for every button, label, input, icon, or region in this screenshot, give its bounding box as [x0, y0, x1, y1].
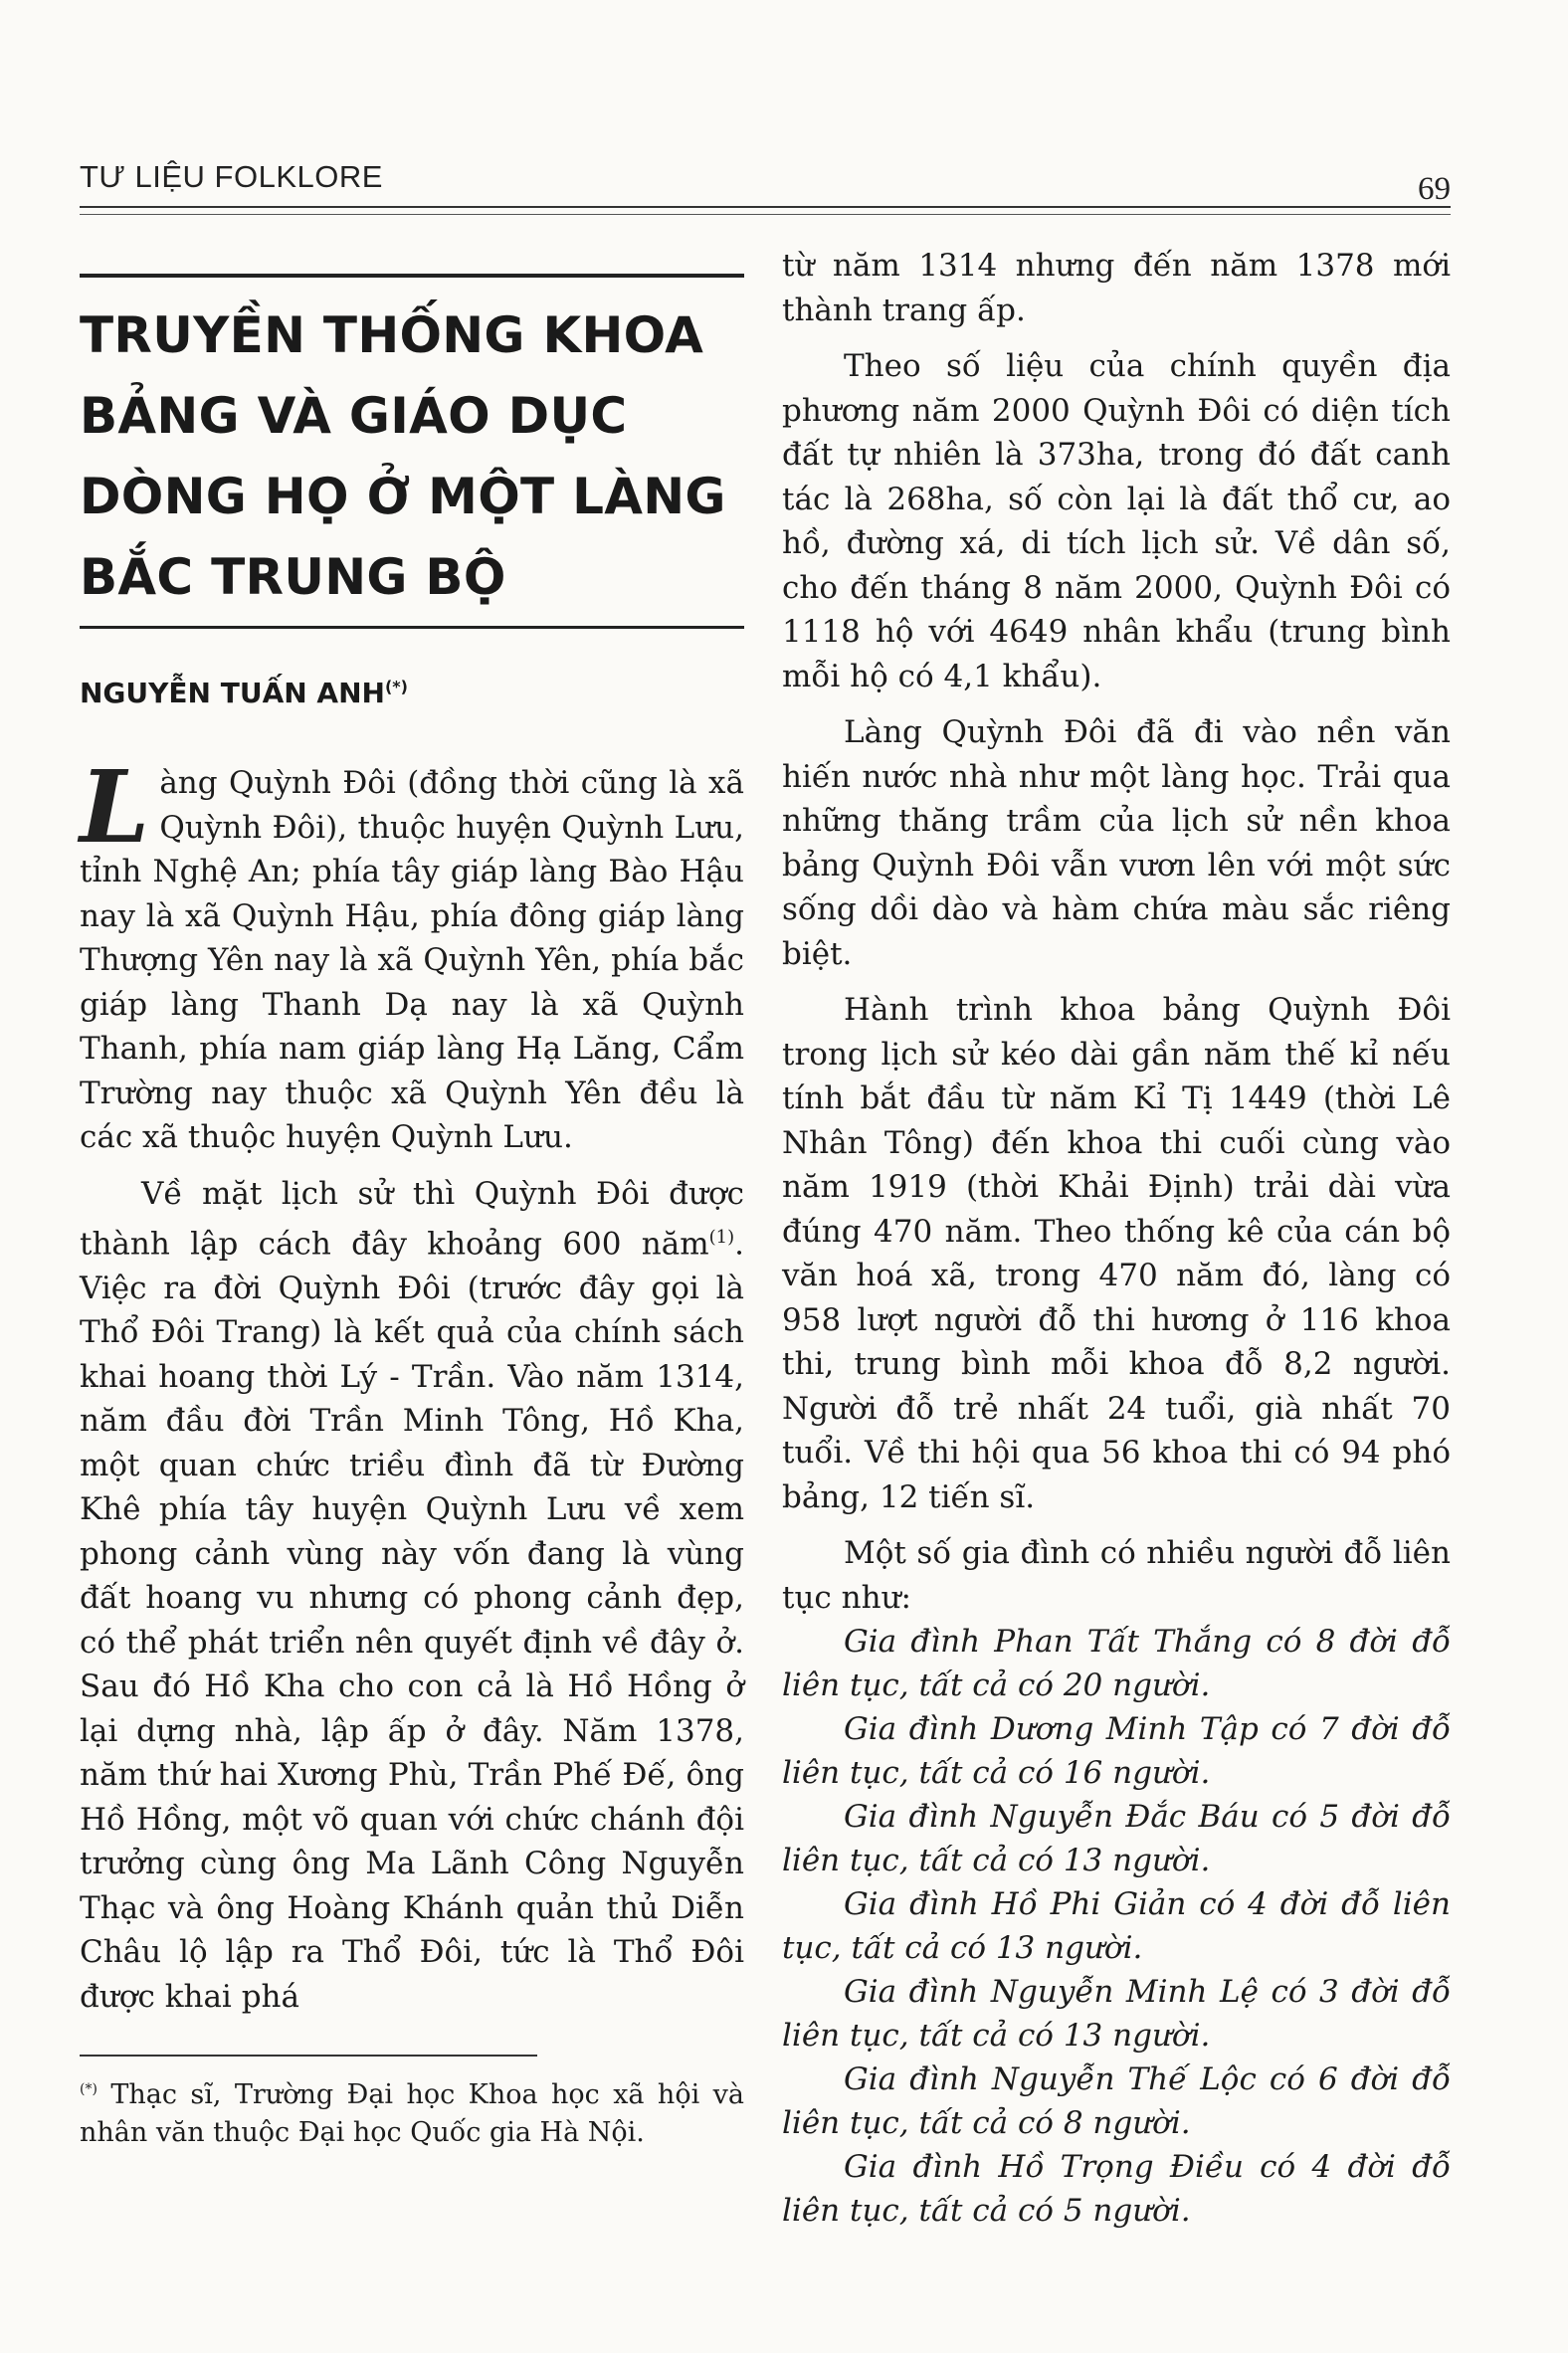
page-number: 69	[1418, 171, 1451, 207]
paragraph-village-of-learning: Làng Quỳnh Đôi đã đi vào nền văn hiến nước nhà như một làng học. Trải qua những thăng trầm của lịch sử nền khoa bảng Quỳnh Đôi vẫn vươn lên với một sức sống dồi dào và hàm chứa màu sắc riêng biệt.	[782, 714, 1451, 972]
header-rule	[80, 206, 1451, 208]
footnote-ref-1: (1)	[708, 1227, 735, 1248]
article-title: TRUYỀN THỐNG KHOA BẢNG VÀ GIÁO DỤC DÒNG HỌ Ở MỘT LÀNG BẮC TRUNG BỘ	[80, 306, 726, 606]
paragraph-intro-text: àng Quỳnh Đôi (đồng thời cũng là xã Quỳnh Đôi), thuộc huyện Quỳnh Lưu, tỉnh Nghệ An; phía tây giáp làng Bào Hậu nay là xã Quỳnh Hậu, phía đông giáp làng Thượng Yên nay là xã Quỳnh Yên, phía bắc giáp làng Thanh Dạ nay là xã Quỳnh Thanh, phía nam giáp làng Hạ Lăng, Cẩm Trường nay thuộc xã Quỳnh Yên đều là các xã thuộc huyện Quỳnh Lưu.	[80, 765, 744, 1155]
family-item: Gia đình Hồ Phi Giản có 4 đời đỗ liên tục, tất cả có 13 người.	[782, 1886, 1451, 1966]
family-item: Gia đình Nguyễn Thế Lộc có 6 đời đỗ liên tục, tất cả có 8 người.	[782, 2061, 1451, 2141]
paragraph-history-text-b: . Việc ra đời Quỳnh Đôi (trước đây gọi là Thổ Đôi Trang) là kết quả của chính sách khai hoang thời Lý - Trần. Vào năm 1314, năm đầu đời Trần Minh Tông, Hồ Kha, một quan chức triều đình đã từ Đường Khê phía tây huyện Quỳnh Lưu về xem phong cảnh vùng này vốn đang là vùng đất hoang vu nhưng có phong cảnh đẹp, có thể phát triển nên quyết định về đây ở. Sau đó Hồ Kha cho con cả là Hồ Hồng ở lại dựng nhà, lập ấp ở đây. Năm 1378, năm thứ hai Xương Phù, Trần Phế Đế, ông Hồ Hồng, một võ quan với chức chánh đội trưởng cùng ông Ma Lãnh Công Nguyễn Thạc và ông Hoàng Khánh quản thủ Diễn Châu lộ lập ra Thổ Đôi, tức là Thổ Đôi được khai phá	[80, 1226, 744, 2015]
header-rule-thin	[80, 214, 1451, 215]
footnote-rule	[80, 2055, 537, 2057]
paragraph-families-intro: Một số gia đình có nhiều người đỗ liên tục như:	[782, 1535, 1451, 1616]
family-item: Gia đình Nguyễn Đắc Báu có 5 đời đỗ liên tục, tất cả có 13 người.	[782, 1799, 1451, 1878]
title-rule-top	[80, 274, 744, 278]
title-rule-bottom	[80, 626, 744, 629]
paragraph-continuation: từ năm 1314 nhưng đến năm 1378 mới thành trang ấp.	[782, 248, 1451, 328]
paragraph-history-text-a: Về mặt lịch sử thì Quỳnh Đôi được thành lập cách đây khoảng 600 năm	[80, 1175, 744, 1263]
left-column	[80, 274, 744, 2152]
footnote-text: Thạc sĩ, Trường Đại học Khoa học xã hội và nhân văn thuộc Đại học Quốc gia Hà Nội.	[80, 2079, 744, 2149]
family-item: Gia đình Nguyễn Minh Lệ có 3 đời đỗ liên tục, tất cả có 13 người.	[782, 1974, 1451, 2054]
running-head: TƯ LIỆU FOLKLORE	[80, 159, 383, 194]
paragraph-statistics: Theo số liệu của chính quyền địa phương năm 2000 Quỳnh Đôi có diện tích đất tự nhiên là 373ha, trong đó đất canh tác là 268ha, số còn lại là đất thổ cư, ao hồ, đường xá, di tích lịch sử. Về dân số, cho đến tháng 8 năm 2000, Quỳnh Đôi có 1118 hộ với 4649 nhân khẩu (trung bình mỗi hộ có 4,1 khẩu).	[782, 348, 1451, 694]
family-item: Gia đình Hồ Trọng Điều có 4 đời đỗ liên tục, tất cả có 5 người.	[782, 2149, 1451, 2229]
author-footnote-mark: (*)	[384, 677, 408, 696]
author-name: NGUYỄN TUẤN ANH	[80, 677, 385, 709]
family-item: Gia đình Dương Minh Tập có 7 đời đỗ liên tục, tất cả có 16 người.	[782, 1711, 1451, 1791]
footnote-mark: (*)	[80, 2081, 98, 2098]
paragraph-intro	[80, 748, 744, 1160]
author-line	[80, 677, 744, 709]
paragraph-exam-history: Hành trình khoa bảng Quỳnh Đôi trong lịch sử kéo dài gần năm thế kỉ nếu tính bắt đầu từ năm Kỉ Tị 1449 (thời Lê Nhân Tông) đến khoa thi cuối cùng vào năm 1919 (thời Khải Định) trải dài vừa đúng 470 năm. Theo thống kê của cán bộ văn hoá xã, trong 470 năm đó, làng có 958 lượt người đỗ thi hương ở 116 khoa thi, trung bình mỗi khoa đỗ 8,2 người. Người đỗ trẻ nhất 24 tuổi, già nhất 70 tuổi. Về thi hội qua 56 khoa thi có 94 phó bảng, 12 tiến sĩ.	[782, 992, 1451, 1515]
drop-cap: L	[80, 748, 150, 866]
family-item: Gia đình Phan Tất Thắng có 8 đời đỗ liên tục, tất cả có 20 người.	[782, 1624, 1451, 1703]
footnote	[80, 2070, 744, 2152]
right-column	[782, 244, 1451, 2233]
paragraph-history	[80, 1172, 744, 2020]
